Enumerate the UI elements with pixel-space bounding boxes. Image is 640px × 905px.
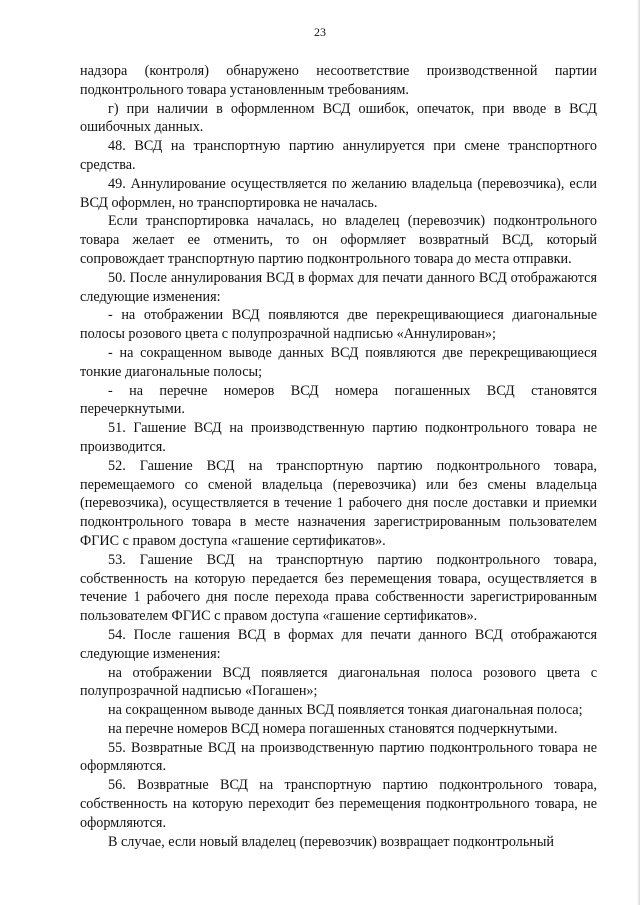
paragraph-50-item-1: - на отображении ВСД появляются две перекрещивающиеся диагональные полосы розового цвета с полупрозрачной надписью «Аннулирован»;: [80, 307, 597, 343]
paragraph-56-cont: В случае, если новый владелец (перевозчик) возвращает подконтрольный: [108, 833, 555, 850]
paragraph-51: 51. Гашение ВСД на производственную партию подконтрольного товара не производится.: [80, 420, 597, 455]
paragraph-54-item-3: на перечне номеров ВСД номера погашенных становятся подчеркнутыми.: [108, 720, 558, 737]
document-body: [80, 62, 597, 851]
paragraph-56: 56. Возвратные ВСД на транспортную партию подконтрольного товара, собственность на которую переходит без перемещения подконтрольного товара, не оформляются.: [80, 777, 597, 831]
paragraph-49: 49. Аннулирование осуществляется по желанию владельца (перевозчика), если ВСД оформлен, но транспортировка не началась.: [80, 175, 597, 211]
paragraph-48: 48. ВСД на транспортную партию аннулируется при смене транспортного средства.: [80, 138, 597, 173]
paragraph-50: 50. После аннулирования ВСД в формах для печати данного ВСД отображаются следующие изменения:: [80, 269, 597, 305]
paragraph-54: 54. После гашения ВСД в формах для печати данного ВСД отображаются следующие изменения:: [80, 626, 597, 662]
page-number: 23: [314, 25, 326, 39]
paragraph-49-cont: Если транспортировка началась, но владелец (перевозчик) подконтрольного товара желает ее отменить, то он оформляет возвратный ВСД, который сопровождает транспортную партию подконтрольного товара до места отправки.: [80, 213, 597, 267]
paragraph-50-item-2: - на сокращенном выводе данных ВСД появляются две перекрещивающиеся тонкие диагональные полосы;: [80, 344, 597, 380]
paragraph-54-item-1: на отображении ВСД появляется диагональная полоса розового цвета с полупрозрачной надписью «Погашен»;: [80, 664, 597, 700]
paragraph-50-item-3: - на перечне номеров ВСД номера погашенных ВСД становятся перечеркнутыми.: [80, 382, 597, 418]
paragraph-54-item-2: на сокращенном выводе данных ВСД появляется тонкая диагональная полоса;: [108, 702, 583, 719]
paragraph-continuation: надзора (контроля) обнаружено несоответствие производственной партии подконтрольного товара установленным требованиям.: [80, 63, 597, 98]
paragraph-item-g: г) при наличии в оформленном ВСД ошибок, опечаток, при вводе в ВСД ошибочных данных.: [80, 100, 597, 136]
paragraph-52: 52. Гашение ВСД на транспортную партию подконтрольного товара, перемещаемого со сменой владельца (перевозчика) или без смены владельца (перевозчика), осуществляется в течение 1 рабочего дня после доставки и приемки подконтрольного товара в месте назначения зарегистрированным пользователем ФГИС с правом доступа «гашение сертификатов».: [80, 457, 597, 549]
paragraph-55: 55. Возвратные ВСД на производственную партию подконтрольного товара не оформляются.: [80, 739, 597, 775]
paragraph-53: 53. Гашение ВСД на транспортную партию подконтрольного товара, собственность на которую передается без перемещения товара, осуществляется в течение 1 рабочего дня после перехода права собственности зарегистрированным пользователем ФГИС с правом доступа «гашение сертификатов».: [80, 551, 597, 625]
